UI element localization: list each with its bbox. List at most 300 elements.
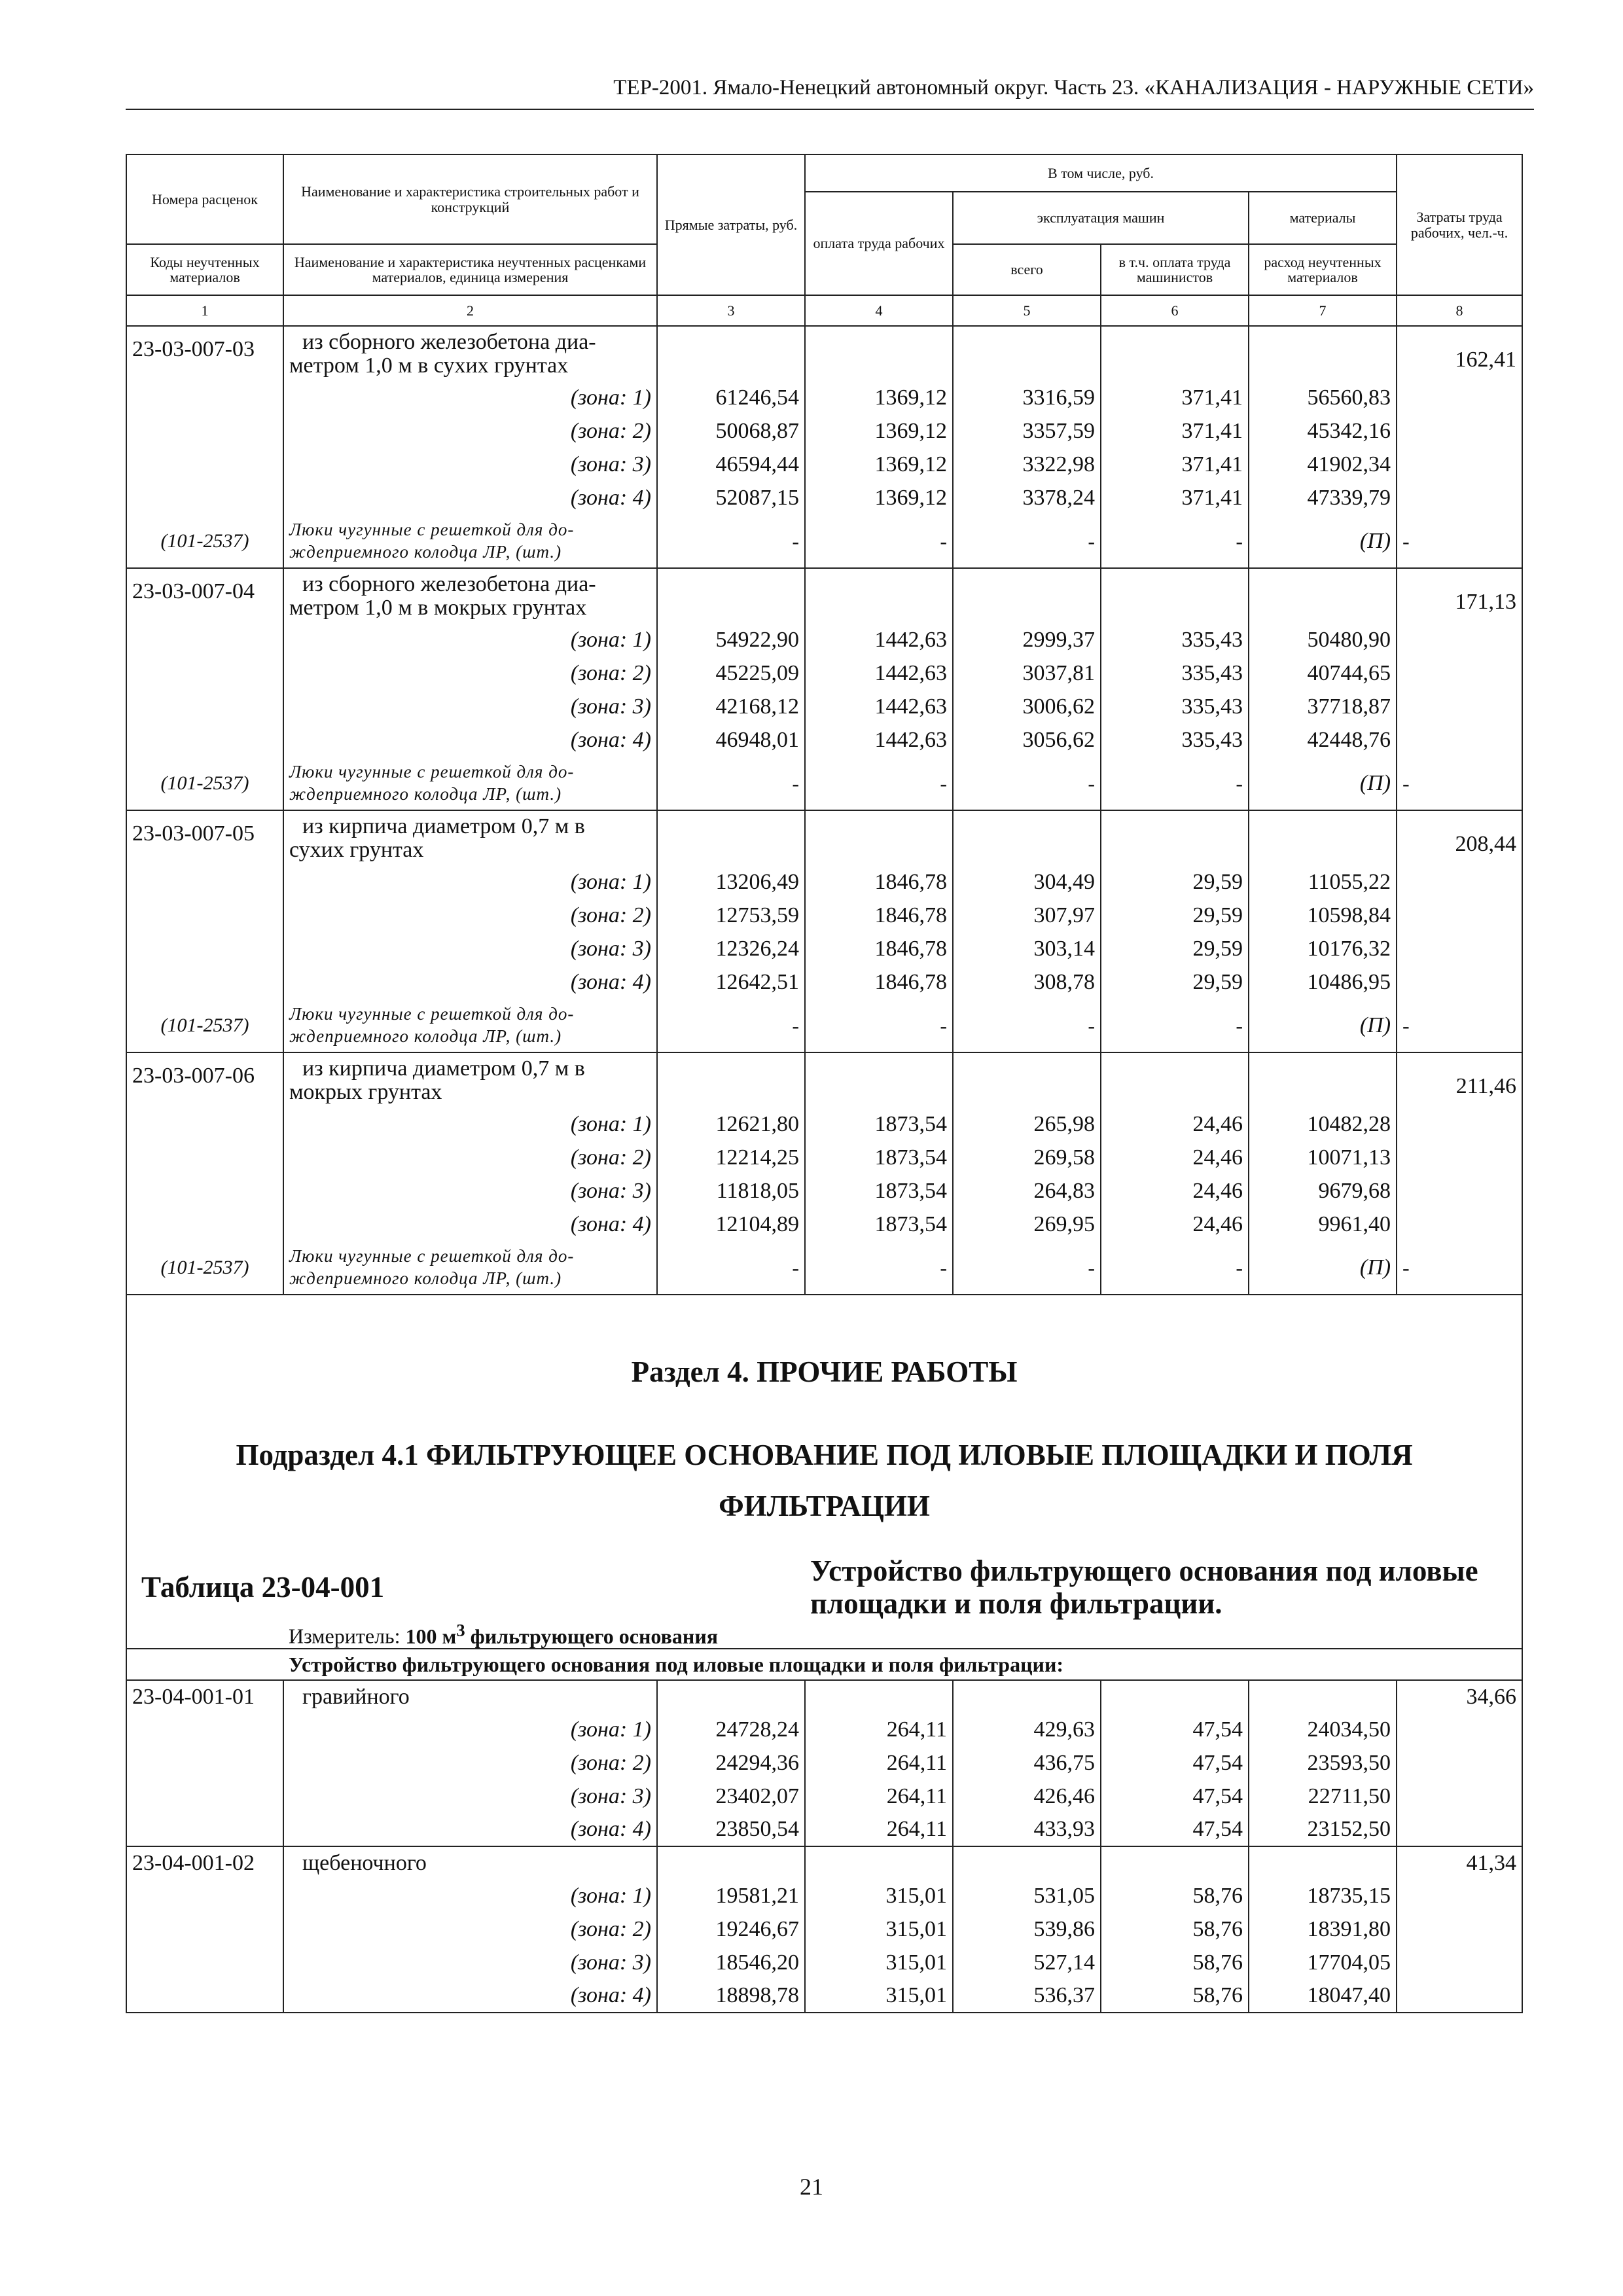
rate-code: 23-03-007-06 (126, 1052, 283, 1107)
col-total: всего (953, 244, 1101, 295)
zone-row (126, 656, 1522, 690)
entry-title-row (126, 810, 1522, 865)
entry-title-row (126, 326, 1522, 381)
value-cell: 264,11 (805, 1713, 953, 1746)
rates-body-top (126, 326, 1522, 1295)
col-num-4: 4 (805, 295, 953, 326)
empty-cell (1397, 1208, 1522, 1241)
zone-label: (зона: 2) (283, 1746, 657, 1780)
material-code: (101-2537) (126, 999, 283, 1052)
value-cell: 307,97 (953, 899, 1101, 932)
value-cell: 29,59 (1101, 899, 1249, 932)
empty-cell (1397, 1713, 1522, 1746)
empty-cell (657, 1052, 805, 1107)
value-cell: 24294,36 (657, 1746, 805, 1780)
empty-cell (1397, 1141, 1522, 1174)
empty-cell (126, 690, 283, 723)
value-cell: 1442,63 (805, 623, 953, 656)
value-cell: 29,59 (1101, 932, 1249, 965)
rate-description-line-1: из сборного железобетона диа- (302, 571, 596, 596)
zone-label: (зона: 1) (283, 1879, 657, 1912)
value-cell: 13206,49 (657, 865, 805, 899)
value-cell: 24,46 (1101, 1107, 1249, 1141)
dash-cell: - (805, 514, 953, 568)
entry-title-row (126, 1052, 1522, 1107)
rate-code: 23-04-001-02 (126, 1846, 283, 1879)
page-header: ТЕР-2001. Ямало-Ненецкий автономный округ. Часть 23. «КАНАЛИЗАЦИЯ - НАРУЖНЫЕ СЕТИ» (126, 71, 1534, 110)
material-name-line-1: Люки чугунные с решеткой для до- (289, 1003, 575, 1024)
labor-cost: 171,13 (1397, 568, 1522, 623)
value-cell: 47,54 (1101, 1780, 1249, 1813)
empty-cell (1249, 810, 1397, 865)
value-cell: 315,01 (805, 1912, 953, 1946)
value-cell: 37718,87 (1249, 690, 1397, 723)
dash-cell: - (953, 514, 1101, 568)
material-name-line-2: ждеприемного колодца ЛР, (шт.) (289, 541, 562, 562)
value-cell: 46594,44 (657, 448, 805, 481)
labor-cost: 41,34 (1397, 1846, 1522, 1879)
empty-cell (1397, 448, 1522, 481)
value-cell: 315,01 (805, 1979, 953, 2013)
col-num-3: 3 (657, 295, 805, 326)
empty-cell (1397, 965, 1522, 999)
material-name-line-2: ждеприемного колодца ЛР, (шт.) (289, 1268, 562, 1288)
value-cell: 50068,87 (657, 414, 805, 448)
rate-description-line-2: метром 1,0 м в сухих грунтах (289, 353, 569, 378)
zone-row (126, 899, 1522, 932)
value-cell: 22711,50 (1249, 1780, 1397, 1813)
value-cell: 12214,25 (657, 1141, 805, 1174)
zone-row (126, 1780, 1522, 1813)
empty-cell (657, 1680, 805, 1713)
value-cell: 1846,78 (805, 932, 953, 965)
zone-label: (зона: 3) (283, 448, 657, 481)
dash-cell: - (657, 514, 805, 568)
material-mark: (П) (1249, 757, 1397, 810)
rate-code: 23-03-007-03 (126, 326, 283, 381)
value-cell: 308,78 (953, 965, 1101, 999)
value-cell: 531,05 (953, 1879, 1101, 1912)
value-cell: 18898,78 (657, 1979, 805, 2013)
value-cell: 1846,78 (805, 965, 953, 999)
empty-cell (953, 568, 1101, 623)
zone-row (126, 723, 1522, 757)
value-cell: 433,93 (953, 1813, 1101, 1846)
dash-cell: - (657, 999, 805, 1052)
empty-cell (126, 899, 283, 932)
value-cell: 3322,98 (953, 448, 1101, 481)
empty-cell (1397, 865, 1522, 899)
col-name-top: Наименование и характеристика строительных работ и конструкций (283, 154, 657, 244)
dash-cell: - (1397, 999, 1522, 1052)
value-cell: 12753,59 (657, 899, 805, 932)
section-block (126, 1295, 1522, 1680)
value-cell: 371,41 (1101, 414, 1249, 448)
value-cell: 371,41 (1101, 481, 1249, 514)
measure-unit (283, 1620, 1522, 1649)
empty-cell (953, 810, 1101, 865)
col-incl: В том числе, руб. (805, 154, 1397, 192)
value-cell: 315,01 (805, 1879, 953, 1912)
material-name (283, 514, 657, 568)
empty-cell (953, 326, 1101, 381)
measure-value: 100 $м^3$ фильтрующего основания (405, 1620, 719, 1648)
value-cell: 58,76 (1101, 1879, 1249, 1912)
value-cell: 335,43 (1101, 656, 1249, 690)
empty-cell (1397, 1107, 1522, 1141)
value-cell: 42168,12 (657, 690, 805, 723)
zone-row (126, 1813, 1522, 1846)
empty-cell (657, 568, 805, 623)
zone-row (126, 1879, 1522, 1912)
empty-cell (126, 1780, 283, 1813)
value-cell: 10598,84 (1249, 899, 1397, 932)
value-cell: 58,76 (1101, 1979, 1249, 2013)
zone-row (126, 381, 1522, 414)
table-description-line-2: площадки и поля фильтрации. (810, 1587, 1222, 1620)
dash-cell: - (805, 1241, 953, 1295)
zone-label: (зона: 2) (283, 414, 657, 448)
material-name (283, 999, 657, 1052)
empty-cell (1249, 568, 1397, 623)
empty-cell (1397, 1946, 1522, 1979)
empty-cell (1249, 1846, 1397, 1879)
table-description (805, 1555, 1522, 1620)
dash-cell: - (1397, 1241, 1522, 1295)
value-cell: 47,54 (1101, 1746, 1249, 1780)
value-cell: 41902,34 (1249, 448, 1397, 481)
empty-cell (126, 1813, 283, 1846)
material-code: (101-2537) (126, 1241, 283, 1295)
zone-label: (зона: 4) (283, 1979, 657, 2013)
material-name-line-2: ждеприемного колодца ЛР, (шт.) (289, 783, 562, 804)
value-cell: 1873,54 (805, 1208, 953, 1241)
value-cell: 18047,40 (1249, 1979, 1397, 2013)
empty-cell (953, 1680, 1101, 1713)
value-cell: 3056,62 (953, 723, 1101, 757)
value-cell: 371,41 (1101, 448, 1249, 481)
value-cell: 56560,83 (1249, 381, 1397, 414)
zone-row (126, 414, 1522, 448)
dash-cell: - (953, 999, 1101, 1052)
value-cell: 539,86 (953, 1912, 1101, 1946)
value-cell: 19246,67 (657, 1912, 805, 1946)
empty-cell (1249, 326, 1397, 381)
value-cell: 9961,40 (1249, 1208, 1397, 1241)
value-cell: 23593,50 (1249, 1746, 1397, 1780)
value-cell: 264,11 (805, 1780, 953, 1813)
value-cell: 426,46 (953, 1780, 1101, 1813)
empty-cell (1397, 1780, 1522, 1813)
value-cell: 11055,22 (1249, 865, 1397, 899)
rate-description (283, 810, 657, 865)
empty-cell (1397, 414, 1522, 448)
empty-cell (657, 810, 805, 865)
zone-row (126, 1713, 1522, 1746)
empty-cell (126, 1879, 283, 1912)
labor-cost: 34,66 (1397, 1680, 1522, 1713)
value-cell: 3316,59 (953, 381, 1101, 414)
rate-description (283, 1052, 657, 1107)
rate-code: 23-04-001-01 (126, 1680, 283, 1713)
value-cell: 265,98 (953, 1107, 1101, 1141)
col-direct: Прямые затраты, руб. (657, 154, 805, 295)
zone-row (126, 1979, 1522, 2013)
col-num-1: 1 (126, 295, 283, 326)
value-cell: 18546,20 (657, 1946, 805, 1979)
value-cell: 12104,89 (657, 1208, 805, 1241)
col-mat-consumption: расход неучтенных материалов (1249, 244, 1397, 295)
value-cell: 264,83 (953, 1174, 1101, 1208)
value-cell: 29,59 (1101, 965, 1249, 999)
subsection-title (126, 1429, 1522, 1532)
value-cell: 269,95 (953, 1208, 1101, 1241)
empty-cell (126, 1979, 283, 2013)
value-cell: 24034,50 (1249, 1713, 1397, 1746)
zone-row (126, 1946, 1522, 1979)
labor-cost: 211,46 (1397, 1052, 1522, 1107)
empty-cell (805, 568, 953, 623)
value-cell: 304,49 (953, 865, 1101, 899)
empty-cell (1397, 481, 1522, 514)
material-name (283, 757, 657, 810)
zone-label: (зона: 3) (283, 932, 657, 965)
empty-cell (126, 1912, 283, 1946)
col-wages: оплата труда рабочих (805, 192, 953, 295)
empty-cell (1249, 1680, 1397, 1713)
col-labor: Затраты труда рабочих, чел.-ч. (1397, 154, 1522, 295)
zone-row (126, 1912, 1522, 1946)
empty-cell (126, 1208, 283, 1241)
value-cell: 1369,12 (805, 414, 953, 448)
col-num-7: 7 (1249, 295, 1397, 326)
empty-cell (126, 656, 283, 690)
zone-label: (зона: 3) (283, 1174, 657, 1208)
value-cell: 1442,63 (805, 690, 953, 723)
rate-description-line-1: из кирпича диаметром 0,7 м в (302, 1056, 585, 1081)
empty-cell (1397, 1174, 1522, 1208)
value-cell: 18735,15 (1249, 1879, 1397, 1912)
material-name (283, 1241, 657, 1295)
rate-description-line-2: сухих грунтах (289, 837, 424, 862)
value-cell: 58,76 (1101, 1946, 1249, 1979)
col-code-top: Номера расценок (126, 154, 283, 244)
measure-label: Измеритель: (289, 1624, 401, 1648)
value-cell: 264,11 (805, 1813, 953, 1846)
value-cell: 1369,12 (805, 448, 953, 481)
rates-table (126, 154, 1523, 2013)
value-cell: 52087,15 (657, 481, 805, 514)
empty-cell (953, 1846, 1101, 1879)
col-name-bottom: Наименование и характеристика неучтенных расценками материалов, единица измерения (283, 244, 657, 295)
zone-label: (зона: 4) (283, 723, 657, 757)
empty-cell (953, 1052, 1101, 1107)
value-cell: 18391,80 (1249, 1912, 1397, 1946)
value-cell: 1369,12 (805, 381, 953, 414)
zone-label: (зона: 1) (283, 623, 657, 656)
rate-description (283, 326, 657, 381)
col-code-bottom: Коды неучтенных материалов (126, 244, 283, 295)
value-cell: 264,11 (805, 1746, 953, 1780)
value-cell: 47339,79 (1249, 481, 1397, 514)
zone-label: (зона: 4) (283, 481, 657, 514)
value-cell: 1846,78 (805, 899, 953, 932)
value-cell: 46948,01 (657, 723, 805, 757)
dash-cell: - (657, 757, 805, 810)
measure-rest: фильтрующего основания (470, 1624, 719, 1648)
material-code: (101-2537) (126, 757, 283, 810)
rate-description-line-2: мокрых грунтах (289, 1079, 442, 1104)
empty-cell (1101, 568, 1249, 623)
value-cell: 45225,09 (657, 656, 805, 690)
empty-cell (126, 865, 283, 899)
zone-row (126, 1746, 1522, 1780)
table-description-line-1: Устройство фильтрующего основания под иловые (810, 1554, 1478, 1587)
empty-cell (805, 810, 953, 865)
labor-cost: 208,44 (1397, 810, 1522, 865)
zone-label: (зона: 1) (283, 381, 657, 414)
zone-label: (зона: 1) (283, 865, 657, 899)
empty-cell (1397, 381, 1522, 414)
value-cell: 1873,54 (805, 1174, 953, 1208)
material-name-line-2: ждеприемного колодца ЛР, (шт.) (289, 1026, 562, 1046)
value-cell: 24728,24 (657, 1713, 805, 1746)
material-row (126, 514, 1522, 568)
labor-cost: 162,41 (1397, 326, 1522, 381)
col-num-5: 5 (953, 295, 1101, 326)
value-cell: 10071,13 (1249, 1141, 1397, 1174)
empty-cell (1101, 1846, 1249, 1879)
value-cell: 42448,76 (1249, 723, 1397, 757)
value-cell: 24,46 (1101, 1174, 1249, 1208)
value-cell: 1442,63 (805, 723, 953, 757)
zone-label: (зона: 2) (283, 1141, 657, 1174)
empty-cell (1397, 1746, 1522, 1780)
zone-row (126, 481, 1522, 514)
material-row (126, 757, 1522, 810)
material-name-line-1: Люки чугунные с решеткой для до- (289, 519, 575, 539)
dash-cell: - (1101, 999, 1249, 1052)
empty-cell (1397, 623, 1522, 656)
empty-cell (1101, 1052, 1249, 1107)
empty-cell (805, 1846, 953, 1879)
zone-label: (зона: 3) (283, 1946, 657, 1979)
zone-row (126, 965, 1522, 999)
empty-cell (126, 965, 283, 999)
value-cell: 3006,62 (953, 690, 1101, 723)
empty-cell (1397, 1979, 1522, 2013)
subsection-line-1: Подраздел 4.1 ФИЛЬТРУЮЩЕЕ ОСНОВАНИЕ ПОД ИЛОВЫЕ ПЛОЩАДКИ И ПОЛЯ (236, 1439, 1413, 1471)
empty-cell (126, 381, 283, 414)
value-cell: 335,43 (1101, 723, 1249, 757)
empty-cell (657, 326, 805, 381)
rate-description (283, 568, 657, 623)
dash-cell: - (953, 757, 1101, 810)
value-cell: 303,14 (953, 932, 1101, 965)
value-cell: 335,43 (1101, 690, 1249, 723)
value-cell: 315,01 (805, 1946, 953, 1979)
zone-row (126, 1174, 1522, 1208)
empty-cell (1101, 1680, 1249, 1713)
col-num-6: 6 (1101, 295, 1249, 326)
rate-description-line-1: из кирпича диаметром 0,7 м в (302, 814, 585, 838)
col-num-2: 2 (283, 295, 657, 326)
value-cell: 436,75 (953, 1746, 1101, 1780)
value-cell: 29,59 (1101, 865, 1249, 899)
value-cell: 1873,54 (805, 1107, 953, 1141)
dash-cell: - (657, 1241, 805, 1295)
col-materials: материалы (1249, 192, 1397, 244)
value-cell: 47,54 (1101, 1713, 1249, 1746)
value-cell: 1846,78 (805, 865, 953, 899)
value-cell: 40744,65 (1249, 656, 1397, 690)
value-cell: 24,46 (1101, 1208, 1249, 1241)
empty-cell (126, 623, 283, 656)
measure-sup: 3 (456, 1620, 465, 1640)
dash-cell: - (1101, 514, 1249, 568)
zone-label: (зона: 4) (283, 965, 657, 999)
empty-cell (1397, 723, 1522, 757)
value-cell: 12326,24 (657, 932, 805, 965)
zone-label: (зона: 2) (283, 1912, 657, 1946)
value-cell: 1442,63 (805, 656, 953, 690)
empty-cell (1397, 1879, 1522, 1912)
dash-cell: - (1101, 1241, 1249, 1295)
zone-label: (зона: 2) (283, 899, 657, 932)
entry-title-row (126, 1846, 1522, 1879)
empty-cell (1101, 326, 1249, 381)
entry-title-row (126, 568, 1522, 623)
value-cell: 371,41 (1101, 381, 1249, 414)
material-row (126, 1241, 1522, 1295)
empty-cell (1101, 810, 1249, 865)
value-cell: 45342,16 (1249, 414, 1397, 448)
rate-description-line-1: из сборного железобетона диа- (302, 329, 596, 354)
zone-row (126, 1208, 1522, 1241)
rate-description-line-2: метром 1,0 м в мокрых грунтах (289, 595, 587, 620)
value-cell: 10486,95 (1249, 965, 1397, 999)
empty-cell (126, 1174, 283, 1208)
value-cell: 11818,05 (657, 1174, 805, 1208)
value-cell: 19581,21 (657, 1879, 805, 1912)
col-num-8: 8 (1397, 295, 1522, 326)
value-cell: 47,54 (1101, 1813, 1249, 1846)
value-cell: 24,46 (1101, 1141, 1249, 1174)
empty-cell (126, 1141, 283, 1174)
zone-label: (зона: 2) (283, 656, 657, 690)
empty-cell (1397, 1813, 1522, 1846)
empty-cell (126, 1946, 283, 1979)
value-cell: 3037,81 (953, 656, 1101, 690)
dash-cell: - (1397, 514, 1522, 568)
table-head (126, 154, 1522, 326)
col-machines: эксплуатация машин (953, 192, 1249, 244)
empty-cell (1397, 899, 1522, 932)
empty-cell (805, 1680, 953, 1713)
value-cell: 10482,28 (1249, 1107, 1397, 1141)
material-mark: (П) (1249, 1241, 1397, 1295)
empty-cell (126, 1107, 283, 1141)
zone-row (126, 932, 1522, 965)
value-cell: 527,14 (953, 1946, 1101, 1979)
rate-description: гравийного (283, 1680, 657, 1713)
dash-cell: - (1101, 757, 1249, 810)
col-incl-wages: в т.ч. оплата труда машинистов (1101, 244, 1249, 295)
empty-cell (126, 932, 283, 965)
material-mark: (П) (1249, 999, 1397, 1052)
value-cell: 12621,80 (657, 1107, 805, 1141)
zone-row (126, 1141, 1522, 1174)
